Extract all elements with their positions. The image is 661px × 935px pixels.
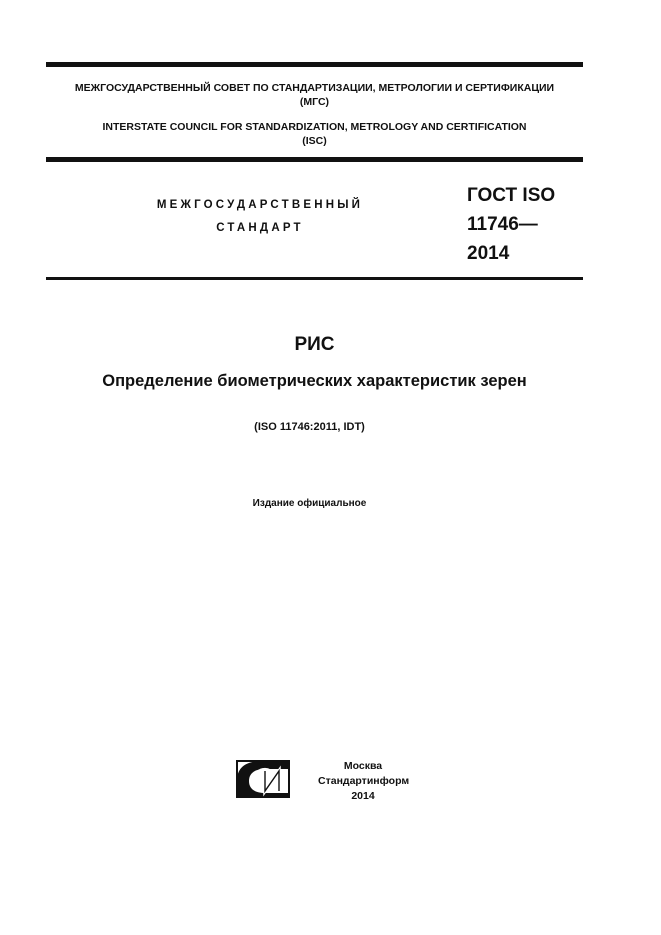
standard-code-line2: 11746—: [467, 214, 538, 235]
document-edition: Издание официальное: [252, 498, 367, 509]
publisher-city: Москва: [343, 760, 383, 772]
council-ru-line2: (МГС): [299, 96, 330, 108]
top-rule: [46, 62, 583, 67]
standard-type-line1: МЕЖГОСУДАРСТВЕННЫЙ: [156, 199, 364, 211]
bottom-rule: [46, 277, 583, 280]
publisher-year: 2014: [351, 790, 375, 802]
council-en-line2: (ISC): [302, 135, 327, 147]
document-subtitle: Определение биометрических характеристик зерен: [102, 372, 527, 390]
document-title: РИС: [294, 334, 335, 355]
standard-code-line3: 2014: [467, 243, 510, 264]
document-reference: (ISO 11746:2011, IDT): [254, 421, 365, 433]
council-en-line1: INTERSTATE COUNCIL FOR STANDARDIZATION, METROLOGY AND CERTIFICATION: [102, 121, 527, 133]
middle-rule: [46, 157, 583, 162]
council-ru-line1: МЕЖГОСУДАРСТВЕННЫЙ СОВЕТ ПО СТАНДАРТИЗАЦИИ, МЕТРОЛОГИИ И СЕРТИФИКАЦИИ: [74, 82, 555, 94]
standard-type-line2: СТАНДАРТ: [216, 222, 304, 234]
standartinform-logo-icon: [235, 757, 291, 801]
standard-code-line1: ГОСТ ISO: [467, 185, 556, 206]
publisher-name: Стандартинформ: [318, 775, 410, 787]
